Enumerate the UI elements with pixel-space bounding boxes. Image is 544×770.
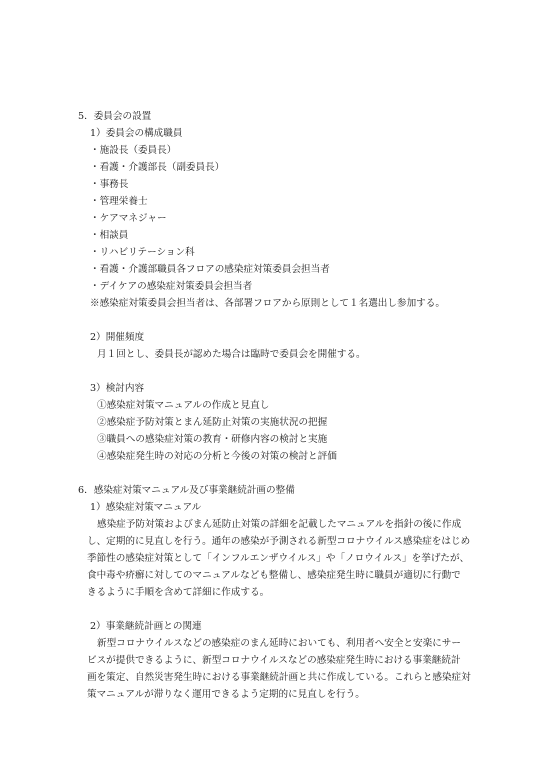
meeting-frequency-heading: 2）開催頻度 <box>90 332 145 343</box>
bcp-heading: 2）事業継続計画との関連 <box>90 621 202 632</box>
member-item: ・施設長（委員長） <box>90 145 177 156</box>
member-item: ・管理栄養士 <box>90 196 148 207</box>
section-5-heading: 5．委員会の設置 <box>78 111 152 122</box>
manual-paragraph-line: 食中毒や疥癬に対してのマニュアルなども整備し、感染症発生時に職員が適切に行動で <box>87 570 461 581</box>
member-item: ・デイケアの感染症対策委員会担当者 <box>90 281 253 292</box>
manual-paragraph-line: きるように手順を含めて詳細に作成する。 <box>87 587 270 598</box>
bcp-paragraph-line: 新型コロナウイルスなどの感染症のまん延時においても、利用者へ安全と安楽にサー <box>97 638 461 649</box>
review-topic-item: ④感染症発生時の対応の分析と今後の対策の検討と評価 <box>97 451 337 462</box>
member-item: ・ケアマネジャー <box>90 213 167 224</box>
manual-paragraph-line: 季節性の感染症対策として「インフルエンザウイルス」や「ノロウイルス」を挙げたが、 <box>87 553 470 564</box>
review-topics-heading: 3）検討内容 <box>90 383 145 394</box>
review-topic-item: ③職員への感染症対策の教育・研修内容の検討と実施 <box>97 434 328 445</box>
review-topic-item: ①感染症対策マニュアルの作成と見直し <box>97 400 270 411</box>
bcp-paragraph-line: 策マニュアルが滞りなく運用できるよう定期的に見直しを行う。 <box>87 689 365 700</box>
committee-members-heading: 1）委員会の構成職員 <box>90 128 183 139</box>
manual-paragraph-line: し、定期的に見直しを行う。通年の感染が予測される新型コロナウイルス感染症をはじめ <box>87 536 471 547</box>
manual-paragraph-line: 感染症予防対策およびまん延防止対策の詳細を記載したマニュアルを指針の後に作成 <box>97 519 462 530</box>
member-item: ・事務長 <box>90 179 129 190</box>
bcp-paragraph-line: ビスが提供できるように、新型コロナウイルスなどの感染症発生時における事業継続計 <box>87 655 461 666</box>
member-note: ※感染症対策委員会担当者は、各部署フロアから原則として１名選出し参加する。 <box>90 298 445 309</box>
member-item: ・看護・介護部長（副委員長） <box>90 162 225 173</box>
infection-manual-heading: 1）感染症対策マニュアル <box>90 502 202 513</box>
bcp-paragraph-line: 画を策定、自然災害発生時における事業継続計画と共に作成している。これらと感染症対 <box>87 672 471 683</box>
meeting-frequency-text: 月１回とし、委員長が認めた場合は臨時で委員会を開催する。 <box>97 349 366 360</box>
review-topic-item: ②感染症予防対策とまん延防止対策の実施状況の把握 <box>97 417 328 428</box>
member-item: ・看護・介護部職員各フロアの感染症対策委員会担当者 <box>90 264 330 275</box>
section-6-heading: 6．感染症対策マニュアル及び事業継続計画の整備 <box>78 485 295 496</box>
member-item: ・相談員 <box>90 230 129 241</box>
member-item: ・リハビリテーション科 <box>90 247 195 258</box>
